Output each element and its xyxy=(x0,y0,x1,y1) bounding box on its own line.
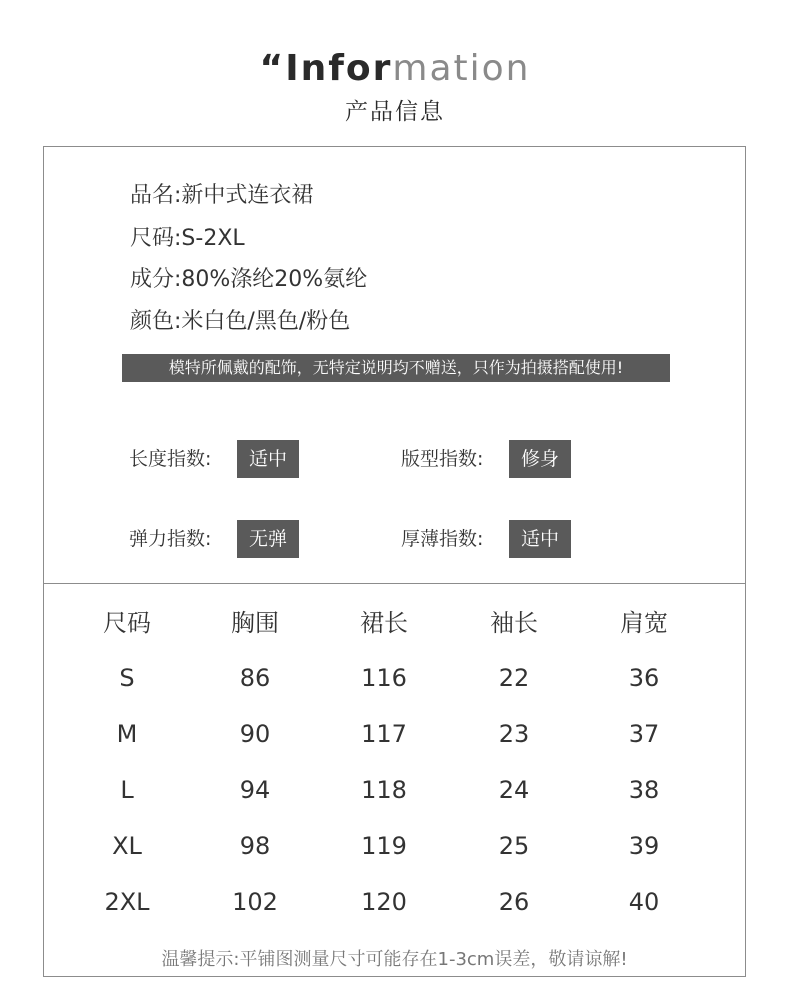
size-table-cell: 86 xyxy=(239,664,271,692)
size-table-cell: 120 xyxy=(361,888,407,916)
measurement-footnote: 温馨提示:平铺图测量尺寸可能存在1-3cm误差，敬请谅解! xyxy=(161,949,628,970)
product-name-line: 品名:新中式连衣裙 xyxy=(130,183,314,208)
size-table-cell: 118 xyxy=(361,776,407,804)
title-quote-mark: “ xyxy=(259,48,286,89)
product-info-panel xyxy=(43,146,746,977)
size-table-cell: 117 xyxy=(361,720,407,748)
page-subtitle: 产品信息 xyxy=(345,99,445,125)
size-table-cell: 25 xyxy=(498,832,530,860)
section-divider xyxy=(44,583,745,584)
size-table-cell: 26 xyxy=(498,888,530,916)
thickness-index-label: 厚薄指数: xyxy=(401,528,484,550)
size-table-cell: 2XL xyxy=(104,888,150,916)
product-color-line: 颜色:米白色/黑色/粉色 xyxy=(130,309,351,334)
size-table-header: 袖长 xyxy=(490,609,538,637)
size-table-cell: 37 xyxy=(628,720,660,748)
size-table-cell: 90 xyxy=(239,720,271,748)
product-material-line: 成分:80%涤纶20%氨纶 xyxy=(130,267,368,292)
fit-index-tag: 修身 xyxy=(509,440,571,478)
size-table-header: 尺码 xyxy=(103,609,151,637)
size-table-header: 裙长 xyxy=(360,609,408,637)
size-table-cell: L xyxy=(120,776,134,804)
title-bold-part: Infor xyxy=(285,48,393,89)
size-table-cell: 116 xyxy=(361,664,407,692)
size-table-cell: 102 xyxy=(232,888,278,916)
size-table-cell: 39 xyxy=(628,832,660,860)
size-table-cell: 119 xyxy=(361,832,407,860)
size-table-cell: 38 xyxy=(628,776,660,804)
size-table-cell: 98 xyxy=(239,832,271,860)
size-table-cell: 23 xyxy=(498,720,530,748)
size-table-header: 胸围 xyxy=(231,609,279,637)
product-size-line: 尺码:S-2XL xyxy=(130,226,245,251)
size-table-cell: 40 xyxy=(628,888,660,916)
size-table-cell: 22 xyxy=(498,664,530,692)
title-light-part: mation xyxy=(392,48,531,89)
stretch-index-tag: 无弹 xyxy=(237,520,299,558)
page-title xyxy=(0,44,790,94)
thickness-index-tag: 适中 xyxy=(509,520,571,558)
length-index-tag: 适中 xyxy=(237,440,299,478)
length-index-label: 长度指数: xyxy=(129,448,212,470)
size-table-cell: XL xyxy=(112,832,142,860)
size-table-cell: M xyxy=(116,720,138,748)
fit-index-label: 版型指数: xyxy=(401,448,484,470)
size-table-cell: 24 xyxy=(498,776,530,804)
size-table-cell: 36 xyxy=(628,664,660,692)
size-table-header: 肩宽 xyxy=(620,609,668,637)
size-table-cell: S xyxy=(119,664,135,692)
size-table-cell: 94 xyxy=(239,776,271,804)
accessory-notice-banner: 模特所佩戴的配饰，无特定说明均不赠送，只作为拍摄搭配使用! xyxy=(122,354,670,382)
stretch-index-label: 弹力指数: xyxy=(129,528,212,550)
